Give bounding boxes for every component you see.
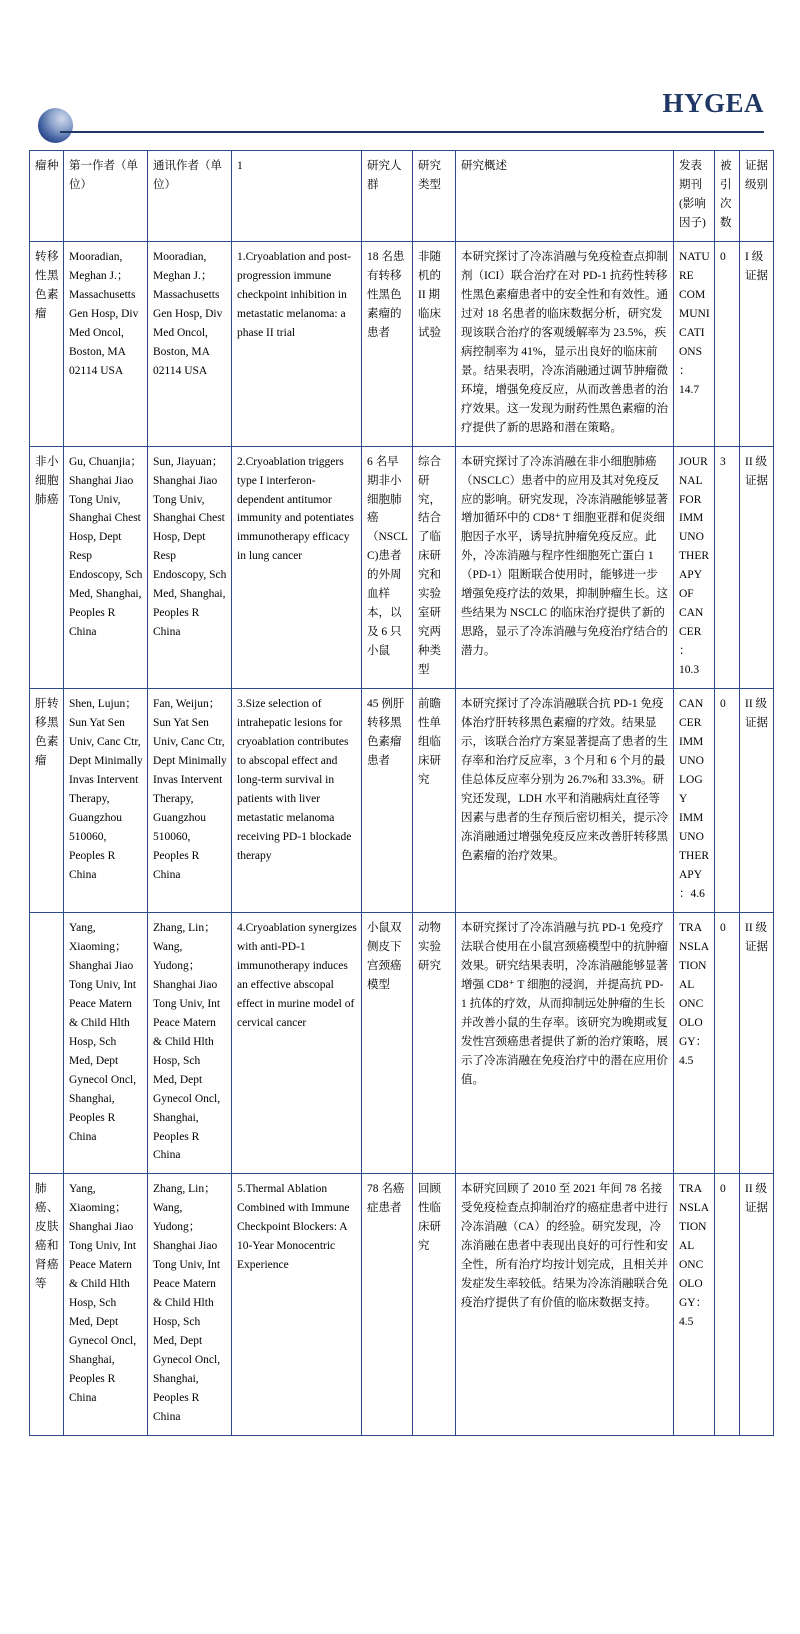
cell-study-type: 前瞻性单组临床研究 — [413, 689, 456, 913]
cell-first-author: Yang, Xiaoming；Shanghai Jiao Tong Univ, Int Peace Matern & Child Hlth Hosp, Sch Med, Dept Gynecol Oncl, Shanghai, Peoples R China — [64, 1174, 148, 1436]
cell-population: 小鼠双侧皮下宫颈癌模型 — [362, 912, 413, 1174]
table-row — [30, 446, 774, 689]
column-header-journal: 发表期刊(影响因子) — [674, 151, 715, 242]
cell-evidence: II 级证据 — [740, 446, 774, 689]
cell-summary: 本研究探讨了冷冻消融与免疫检查点抑制剂（ICI）联合治疗在对 PD-1 抗药性转移性黑色素瘤患者中的安全性和有效性。通过对 18 名患者的临床数据分析，研究发现该联合治疗的客观缓解率为 23.5%，疾病控制率为 41%，显示出良好的临床前景。结果表明，冷冻消融通过调节肿瘤微环境，增强免疫反应，从而改善患者的治疗效果。这一发现为耐药性黑色素瘤的治疗提供了新的思路和潜在策略。 — [456, 241, 674, 446]
cell-first-author: Yang, Xiaoming；Shanghai Jiao Tong Univ, Int Peace Matern & Child Hlth Hosp, Sch Med, Dept Gynecol Oncl, Shanghai, Peoples R China — [64, 912, 148, 1174]
header-divider — [60, 131, 764, 133]
cell-tumor: 肝转移黑色素瘤 — [30, 689, 64, 913]
cell-citations: 0 — [715, 1174, 740, 1436]
table-row — [30, 1174, 774, 1436]
cell-tumor: 非小细胞肺癌 — [30, 446, 64, 689]
cell-title: 3.Size selection of intrahepatic lesions for cryoablation contributes to abscopal effect and long-term survival in patients with liver metastatic melanoma receiving PD-1 blockade therapy — [232, 689, 362, 913]
table-header-row — [30, 151, 774, 242]
column-header-citations: 被引次数 — [715, 151, 740, 242]
cell-study-type: 动物实验研究 — [413, 912, 456, 1174]
cell-corresponding-author: Zhang, Lin；Wang, Yudong；Shanghai Jiao Tong Univ, Int Peace Matern & Child Hlth Hosp, Sch Med, Dept Gynecol Oncl, Shanghai, Peoples R China — [148, 912, 232, 1174]
logo-orb-icon — [38, 108, 73, 143]
cell-journal: TRANSLATIONAL ONCOLOGY：4.5 — [674, 912, 715, 1174]
cell-population: 6 名早期非小细胞肺癌（NSCLC)患者的外周血样本，以及 6 只小鼠 — [362, 446, 413, 689]
research-table-container — [0, 150, 800, 1436]
research-table — [29, 150, 774, 1436]
cell-corresponding-author: Mooradian, Meghan J.；Massachusetts Gen Hosp, Div Med Oncol, Boston, MA 02114 USA — [148, 241, 232, 446]
cell-title: 4.Cryoablation synergizes with anti-PD-1 immunotherapy induces an effective abscopal effect in murine model of cervical cancer — [232, 912, 362, 1174]
column-header-first-author: 第一作者（单位） — [64, 151, 148, 242]
column-header-title: 1 — [232, 151, 362, 242]
cell-study-type: 回顾性临床研究 — [413, 1174, 456, 1436]
cell-citations: 3 — [715, 446, 740, 689]
cell-citations: 0 — [715, 912, 740, 1174]
cell-first-author: Shen, Lujun；Sun Yat Sen Univ, Canc Ctr, Dept Minimally Invas Intervent Therapy, Guangzhou 510060, Peoples R China — [64, 689, 148, 913]
cell-evidence: I 级证据 — [740, 241, 774, 446]
column-header-corresponding-author: 通讯作者（单位） — [148, 151, 232, 242]
cell-population: 78 名癌症患者 — [362, 1174, 413, 1436]
cell-citations: 0 — [715, 241, 740, 446]
cell-evidence: II 级证据 — [740, 689, 774, 913]
table-body — [30, 241, 774, 1435]
column-header-population: 研究人群 — [362, 151, 413, 242]
cell-tumor — [30, 912, 64, 1174]
cell-title: 1.Cryoablation and post-progression immune checkpoint inhibition in metastatic melanoma: a phase II trial — [232, 241, 362, 446]
cell-corresponding-author: Sun, Jiayuan；Shanghai Jiao Tong Univ, Shanghai Chest Hosp, Dept Resp Endoscopy, Sch Med, Shanghai, Peoples R China — [148, 446, 232, 689]
cell-journal: CANCER IMMUNOLOGY IMMUNOTHERAPY：4.6 — [674, 689, 715, 913]
cell-study-type: 非随机的 II 期临床试验 — [413, 241, 456, 446]
brand-title: HYGEA — [662, 88, 764, 118]
cell-journal: JOURNAL FOR IMMUNOTHERAPY OF CANCER：10.3 — [674, 446, 715, 689]
cell-corresponding-author: Zhang, Lin；Wang, Yudong；Shanghai Jiao Tong Univ, Int Peace Matern & Child Hlth Hosp, Sch Med, Dept Gynecol Oncl, Shanghai, Peoples R China — [148, 1174, 232, 1436]
table-row — [30, 689, 774, 913]
cell-summary: 本研究回顾了 2010 至 2021 年间 78 名接受免疫检查点抑制治疗的癌症患者中进行冷冻消融（CA）的经验。研究发现，冷冻消融在患者中表现出良好的可行性和安全性，所有治疗均按计划完成，且相关并发症发生率较低。结果为冷冻消融联合免疫治疗提供了有价值的临床数据支持。 — [456, 1174, 674, 1436]
table-header-row-group — [30, 151, 774, 242]
cell-tumor: 肺癌、皮肤癌和肾癌等 — [30, 1174, 64, 1436]
cell-journal: NATURE COMMUNICATIONS：14.7 — [674, 241, 715, 446]
cell-corresponding-author: Fan, Weijun；Sun Yat Sen Univ, Canc Ctr, Dept Minimally Invas Intervent Therapy, Guangzhou 510060, Peoples R China — [148, 689, 232, 913]
table-row — [30, 912, 774, 1174]
table-row — [30, 241, 774, 446]
column-header-evidence: 证据级别 — [740, 151, 774, 242]
cell-journal: TRANSLATIONAL ONCOLOGY：4.5 — [674, 1174, 715, 1436]
cell-first-author: Gu, Chuanjia；Shanghai Jiao Tong Univ, Shanghai Chest Hosp, Dept Resp Endoscopy, Sch Med, Shanghai, Peoples R China — [64, 446, 148, 689]
cell-population: 18 名患有转移性黑色素瘤的患者 — [362, 241, 413, 446]
cell-study-type: 综合研究，结合了临床研究和实验室研究两种类型 — [413, 446, 456, 689]
cell-tumor: 转移性黑色素瘤 — [30, 241, 64, 446]
cell-citations: 0 — [715, 689, 740, 913]
cell-evidence: II 级证据 — [740, 1174, 774, 1436]
column-header-study-type: 研究类型 — [413, 151, 456, 242]
cell-summary: 本研究探讨了冷冻消融与抗 PD-1 免疫疗法联合使用在小鼠宫颈癌模型中的抗肿瘤效果。研究结果表明，冷冻消融能够显著增强 CD8⁺ T 细胞的浸润，并提高抗 PD-1 抗体的疗效，从而抑制远处肿瘤的生长并改善小鼠的生存率。该研究为晚期或复发性宫颈癌患者提供了新的治疗策略，展示了冷冻消融在免疫治疗中的潜在应用价值。 — [456, 912, 674, 1174]
cell-summary: 本研究探讨了冷冻消融联合抗 PD-1 免疫体治疗肝转移黑色素瘤的疗效。结果显示，该联合治疗方案显著提高了患者的生存率和治疗反应率，3 个月和 6 个月的最佳总体反应率分别为 26.7%和 33.3%。研究还发现，LDH 水平和消融病灶直径等因素与患者的生存预后密切相关，提示冷冻消融通过增强免疫反应来改善肝转移黑色素瘤的治疗效果。 — [456, 689, 674, 913]
cell-evidence: II 级证据 — [740, 912, 774, 1174]
cell-population: 45 例肝转移黑色素瘤患者 — [362, 689, 413, 913]
cell-title: 5.Thermal Ablation Combined with Immune Checkpoint Blockers: A 10-Year Monocentric Experience — [232, 1174, 362, 1436]
column-header-summary: 研究概述 — [456, 151, 674, 242]
cell-title: 2.Cryoablation triggers type I interferon-dependent antitumor immunity and potentiates immunotherapy efficacy in lung cancer — [232, 446, 362, 689]
cell-first-author: Mooradian, Meghan J.；Massachusetts Gen Hosp, Div Med Oncol, Boston, MA 02114 USA — [64, 241, 148, 446]
page-header — [0, 0, 800, 150]
column-header-tumor: 瘤种 — [30, 151, 64, 242]
cell-summary: 本研究探讨了冷冻消融在非小细胞肺癌（NSCLC）患者中的应用及其对免疫反应的影响。研究发现，冷冻消融能够显著增加循环中的 CD8⁺ T 细胞亚群和促炎细胞因子水平，诱导抗肿瘤免疫反应。此外，冷冻消融与程序性细胞死亡蛋白 1（PD-1）阻断联合使用时，能够进一步增强免疫疗法的效果，抑制肿瘤生长。这些结果为 NSCLC 的临床治疗提供了新的思路，显示了冷冻消融与免疫治疗结合的潜力。 — [456, 446, 674, 689]
